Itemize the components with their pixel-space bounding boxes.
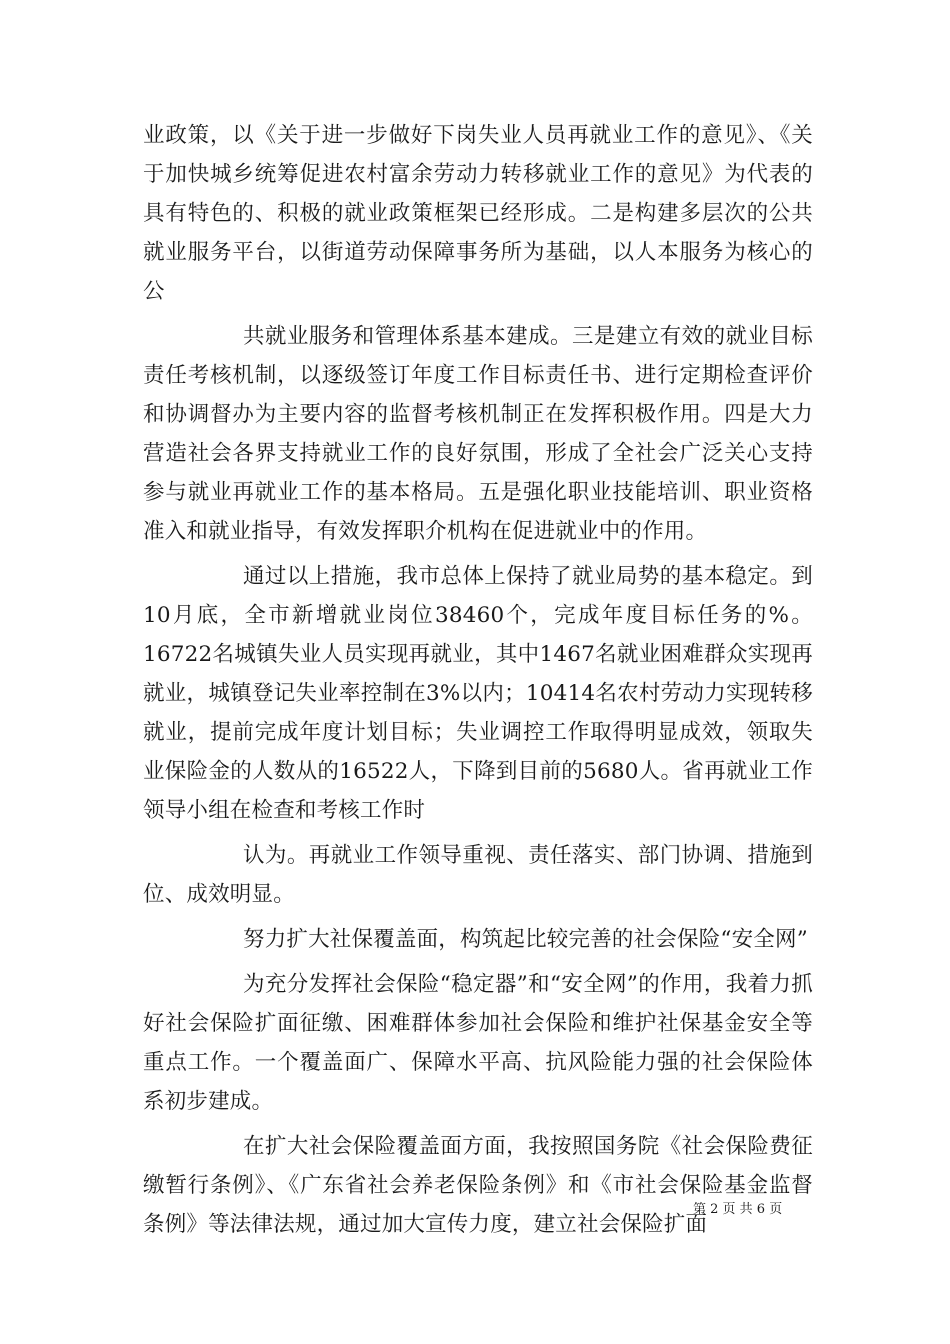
paragraph: 为充分发挥社会保险“稳定器”和“安全网”的作用，我着力抓好社会保险扩面征缴、困难群体参加社会保险和维护社保基金安全等重点工作。一个覆盖面广、保障水平高、抗风险能力强的社会保险体系初步建成。 — [143, 972, 813, 1114]
paragraph: 通过以上措施，我市总体上保持了就业局势的基本稳定。到10月底，全市新增就业岗位38460个，完成年度目标任务的%。16722名城镇失业人员实现再就业，其中1467名就业困难群众实现再就业，城镇登记失业率控制在3%以内；10414名农村劳动力实现转移就业，提前完成年度计划目标；失业调控工作取得明显成效，领取失业保险金的人数从的16522人，下降到目前的5680人。省再就业工作领导小组在检查和考核工作时 — [143, 564, 813, 823]
page-footer — [0, 1198, 950, 1218]
paragraph: 努力扩大社保覆盖面，构筑起比较完善的社会保险“安全网” — [243, 927, 808, 952]
paragraph: 在扩大社会保险覆盖面方面，我按照国务院《社会保险费征缴暂行条例》、《广东省社会养老保险条例》和《市社会保险基金监督条例》等法律法规，通过加大宣传力度，建立社会保险扩面 — [143, 1134, 813, 1237]
document-body — [143, 116, 813, 1250]
paragraph: 共就业服务和管理体系基本建成。三是建立有效的就业目标责任考核机制，以逐级签订年度工作目标责任书、进行定期检查评价和协调督办为主要内容的监督考核机制正在发挥积极作用。四是大力营造社会各界支持就业工作的良好氛围，形成了全社会广泛关心支持参与就业再就业工作的基本格局。五是强化职业技能培训、职业资格准入和就业指导，有效发挥职介机构在促进就业中的作用。 — [143, 324, 813, 544]
paragraph: 认为。再就业工作领导重视、责任落实、部门协调、措施到位、成效明显。 — [143, 843, 813, 907]
paragraph: 业政策，以《关于进一步做好下岗失业人员再就业工作的意见》、《关于加快城乡统筹促进农村富余劳动力转移就业工作的意见》为代表的具有特色的、积极的就业政策框架已经形成。二是构建多层次的公共就业服务平台，以街道劳动保障事务所为基础，以人本服务为核心的公 — [143, 123, 813, 304]
page-number: 第 2 页 共 6 页 — [693, 1202, 783, 1217]
